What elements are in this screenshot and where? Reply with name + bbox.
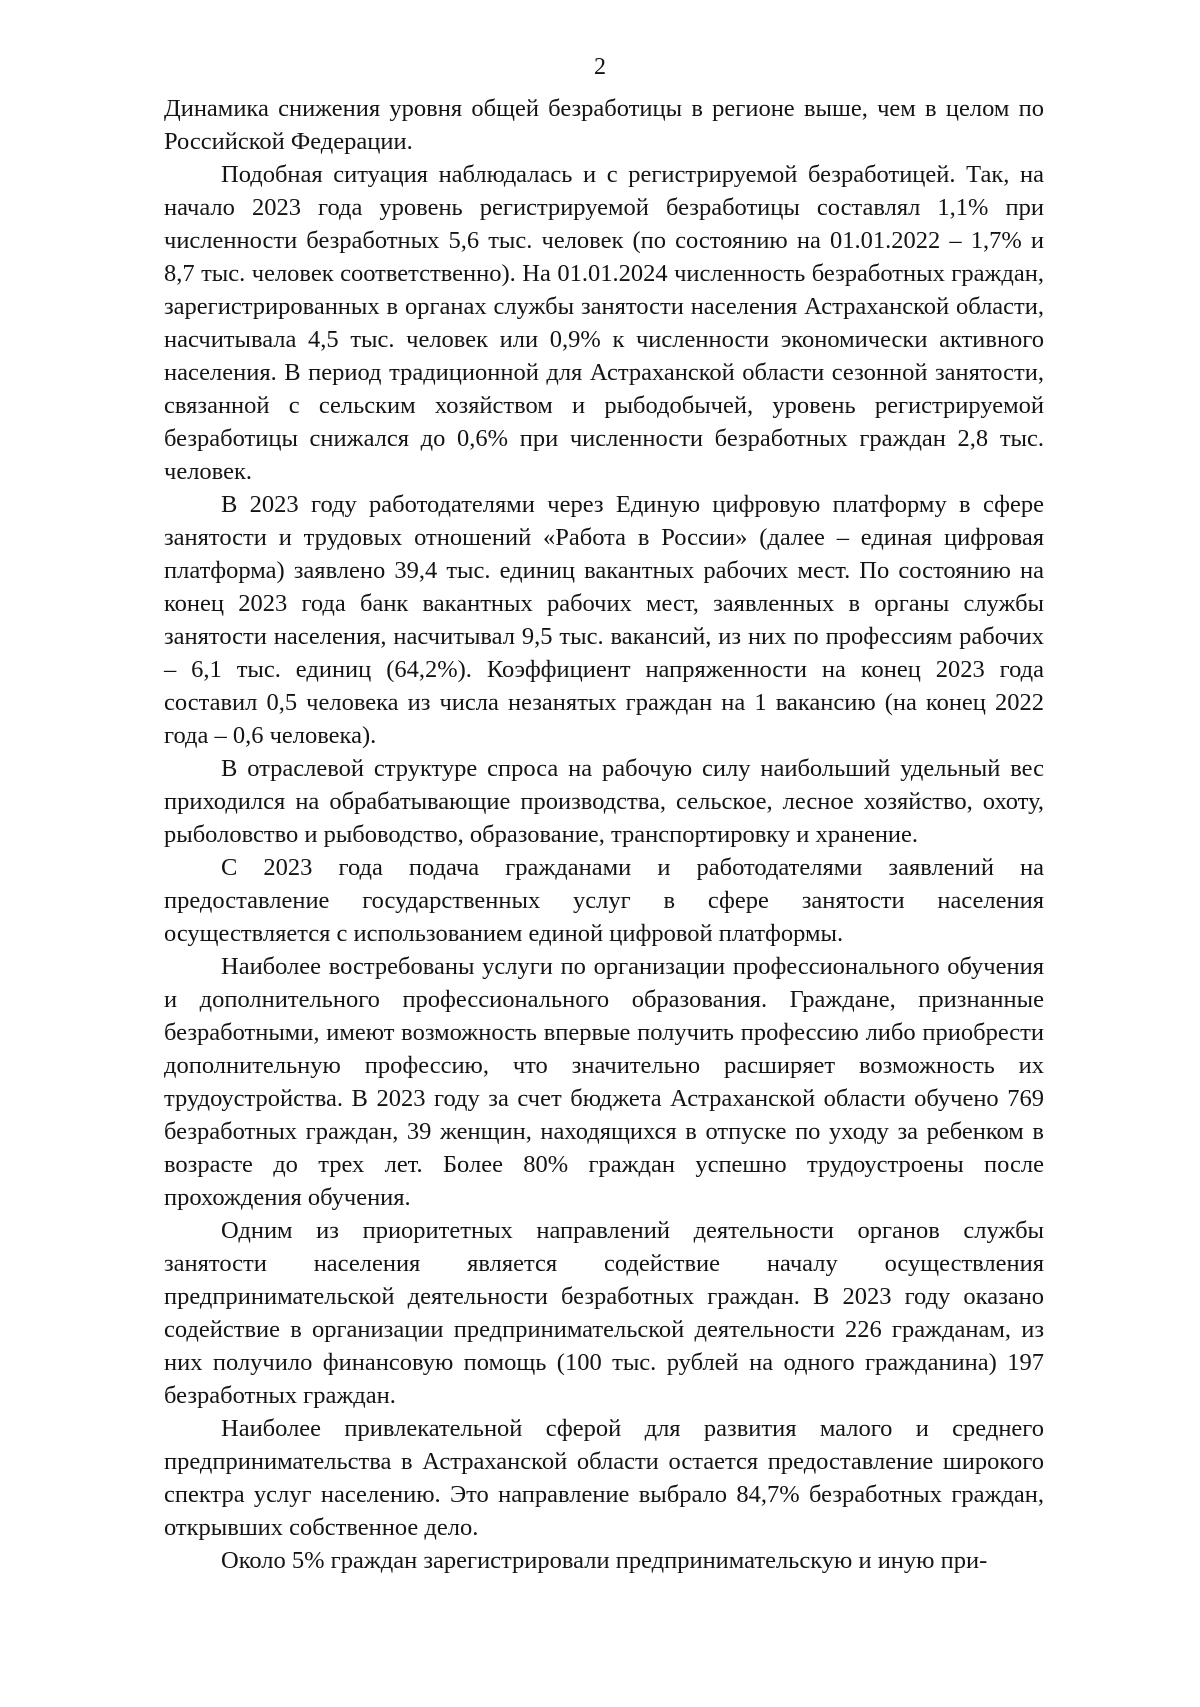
paragraph-unemployment-dynamics: Динамика снижения уровня общей безработицы в регионе выше, чем в целом по Российской Федерации.	[164, 95, 1044, 155]
paragraph-sector-demand: В отраслевой структуре спроса на рабочую силу наибольший удельный вес приходился на обрабатывающие производства, сельское, лесное хозяйство, охоту, рыболовство и рыбоводство, образование, транспортировку и хранение.	[164, 755, 1044, 848]
page-number: 2	[594, 54, 606, 80]
paragraph-entrepreneurship-support: Одним из приоритетных направлений деятельности органов службы занятости населения является содействие началу осуществления предпринимательской деятельности безработных граждан. В 2023 году оказано содействие в организации предпринимательской деятельности 226 гражданам, из них получило финансовую помощь (100 тыс. рублей на одного гражданина) 197 безработных граждан.	[164, 1217, 1044, 1409]
paragraph-registered-unemployment: Подобная ситуация наблюдалась и с регистрируемой безработицей. Так, на начало 2023 года уровень регистрируемой безработицы составлял 1,1% при численности безработных 5,6 тыс. человек (по состоянию на 01.01.2022 – 1,7% и 8,7 тыс. человек соответственно). На 01.01.2024 численность безработных граждан, зарегистрированных в органах службы занятости населения Астраханской области, насчитывала 4,5 тыс. человек или 0,9% к численности экономически активного населения. В период традиционной для Астраханской области сезонной занятости, связанной с сельским хозяйством и рыбодобычей, уровень регистрируемой безработицы снижался до 0,6% при численности безработных граждан 2,8 тыс. человек.	[164, 161, 1044, 485]
paragraph-digital-platform: С 2023 года подача гражданами и работодателями заявлений на предоставление государственных услуг в сфере занятости населения осуществляется с использованием единой цифровой платформы.	[164, 854, 1044, 947]
document-body	[164, 92, 1044, 1577]
paragraph-small-business-services: Наиболее привлекательной сферой для развития малого и среднего предпринимательства в Астраханской области остается предоставление широкого спектра услуг населению. Это направление выбрало 84,7% безработных граждан, открывших собственное дело.	[164, 1415, 1044, 1541]
paragraph-registration-continued: Около 5% граждан зарегистрировали предпринимательскую и иную при-	[221, 1547, 988, 1574]
paragraph-vacancies: В 2023 году работодателями через Единую цифровую платформу в сфере занятости и трудовых отношений «Работа в России» (далее – единая цифровая платформа) заявлено 39,4 тыс. единиц вакантных рабочих мест. По состоянию на конец 2023 года банк вакантных рабочих мест, заявленных в органы службы занятости населения, насчитывал 9,5 тыс. вакансий, из них по профессиям рабочих – 6,1 тыс. единиц (64,2%). Коэффициент напряженности на конец 2023 года составил 0,5 человека из числа незанятых граждан на 1 вакансию (на конец 2022 года – 0,6 человека).	[164, 491, 1044, 749]
paragraph-vocational-training: Наиболее востребованы услуги по организации профессионального обучения и дополнительного профессионального образования. Граждане, признанные безработными, имеют возможность впервые получить профессию либо приобрести дополнительную профессию, что значительно расширяет возможность их трудоустройства. В 2023 году за счет бюджета Астраханской области обучено 769 безработных граждан, 39 женщин, находящихся в отпуске по уходу за ребенком в возрасте до трех лет. Более 80% граждан успешно трудоустроены после прохождения обучения.	[164, 953, 1044, 1211]
